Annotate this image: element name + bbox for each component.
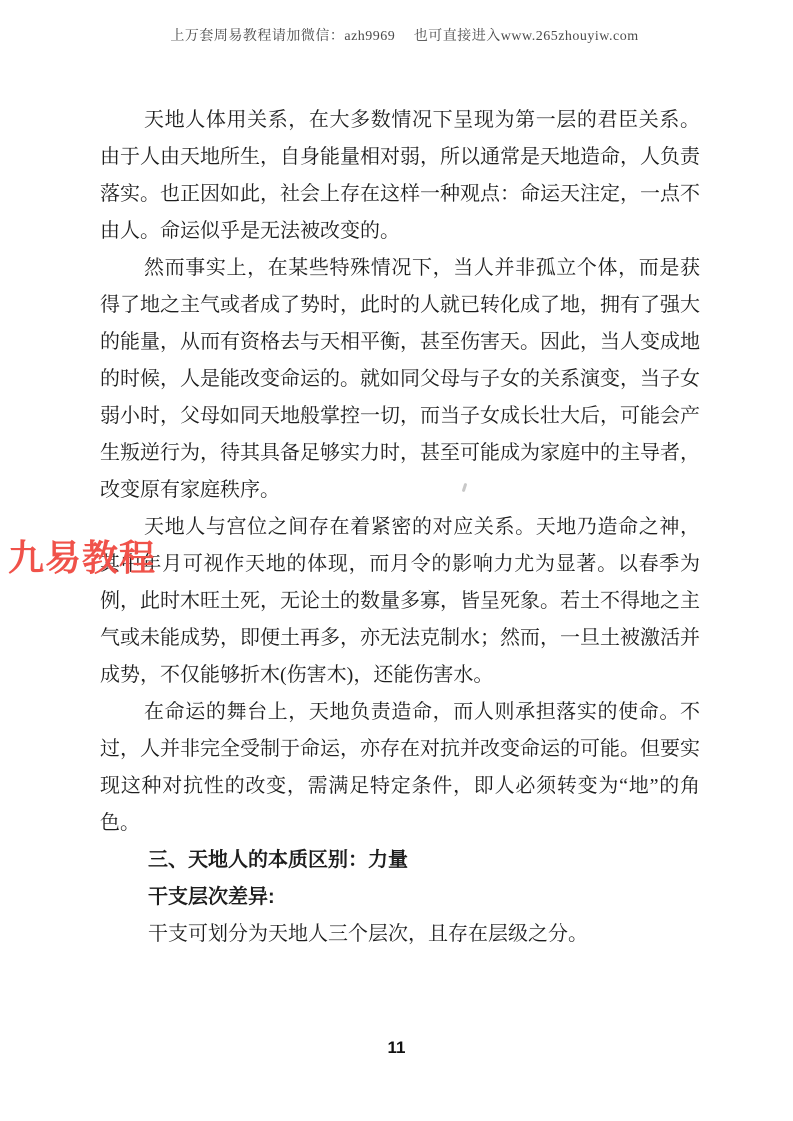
- paragraph-mingyun-stage: 在命运的舞台上，天地负责造命，而人则承担落实的使命。不过，人并非完全受制于命运，亦存在对抗并改变命运的可能。但要实现这种对抗性的改变，需满足特定条件，即人必须转变为“地”的角色。: [100, 701, 700, 834]
- page-content: [100, 102, 700, 953]
- page-number: 11: [387, 1038, 406, 1057]
- subheading-ganzhi-cengci: 干支层次差异:: [148, 886, 275, 908]
- page-header: [0, 7, 793, 67]
- paragraph-ren-change-fate: 然而事实上，在某些特殊情况下，当人并非孤立个体，而是获得了地之主气或者成了势时，此时的人就已转化成了地，拥有了强大的能量，从而有资格去与天相平衡，甚至伤害天。因此，当人变成地的时候，人是能改变命运的。就如同父母与子女的关系演变，当子女弱小时，父母如同天地般掌控一切，而当子女成长壮大后，可能会产生叛逆行为，待其具备足够实力时，甚至可能成为家庭中的主导者，改变原有家庭秩序。: [100, 257, 700, 501]
- jiuyi-jiaocheng-watermark: 九易教程: [8, 537, 157, 578]
- paragraph-gongwei-duiying: 天地人与宫位之间存在着紧密的对应关系。天地乃造命之神，其中年月可视作天地的体现，而月令的影响力尤为显著。以春季为例，此时木旺土死，无论土的数量多寡，皆呈死象。若土不得地之主气或未能成势，即便土再多，亦无法克制水；然而，一旦土被激活并成势，不仅能够折木(伤害木)，还能伤害水。: [100, 516, 700, 686]
- paragraph-ganzhi-levels: 干支可划分为天地人三个层次，且存在层级之分。: [148, 923, 588, 945]
- paragraph-tianren-junchen: 天地人体用关系，在大多数情况下呈现为第一层的君臣关系。由于人由天地所生，自身能量相对弱，所以通常是天地造命，人负责落实。也正因如此，社会上存在这样一种观点：命运天注定，一点不由人。命运似乎是无法被改变的。: [100, 109, 700, 242]
- section-heading-benzhi-qubie: 三、天地人的本质区别：力量: [148, 849, 408, 871]
- header-promo-text: 上万套周易教程请加微信：azh9969 也可直接进入www.265zhouyiw.com: [170, 29, 639, 44]
